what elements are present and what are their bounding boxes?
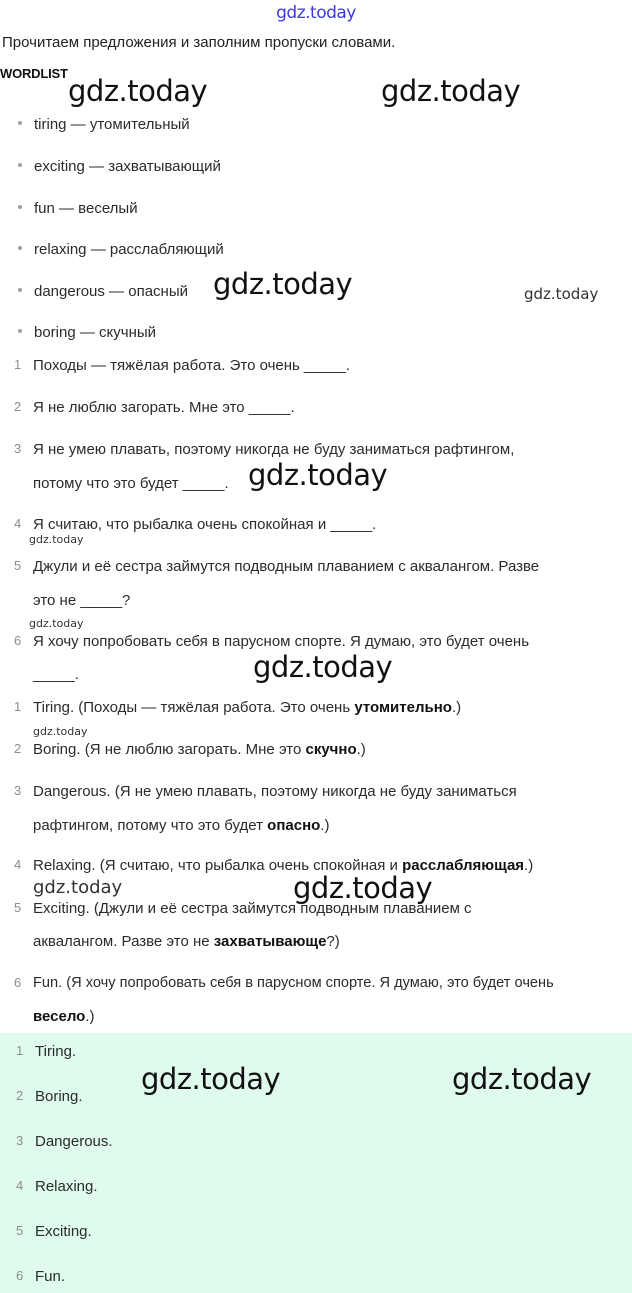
answer-text: Relaxing. (Я считаю, что рыбалка очень спокойная и расслабляющая.) [33,857,534,874]
answer-word: захватывающе [213,933,327,950]
item-number: 6 [14,975,22,990]
wordlist-item: fun — веселый [18,200,138,217]
item-text: потому что это будет _____. [33,475,229,492]
answer-text: Fun. [35,1268,66,1285]
exercise-item [0,516,632,536]
exercise-item [0,357,632,377]
answer-text: Tiring. [35,1043,77,1060]
answer-text: Boring. (Я не люблю загорать. Мне это скучно.) [33,741,366,758]
item-text: Джули и её сестра займутся подводным плаванием с аквалангом. Разве [33,558,540,575]
item-number: 1 [16,1043,24,1058]
wordlist-item: tiring — утомительный [18,116,190,133]
item-number: 5 [14,900,22,915]
item-number: 4 [14,516,22,531]
bullet-icon [18,163,22,167]
item-number: 4 [14,857,22,872]
watermark: gdz.today [293,871,433,905]
answer-text: Exciting. (Джули и её сестра займутся подводным плаванием с [33,900,472,917]
answer-text: Dangerous. (Я не умею плавать, поэтому никогда не буду заниматься [33,783,517,800]
answer-word: скучно [305,741,357,758]
item-number: 3 [14,441,22,456]
item-number: 3 [16,1133,24,1148]
answer-item [0,783,632,839]
item-number: 5 [14,558,22,573]
item-number: 2 [14,399,22,414]
bullet-icon [18,329,22,333]
item-number: 1 [14,357,22,372]
wordlist-item: exciting — захватывающий [18,158,221,175]
bullet-icon [18,288,22,292]
watermark: gdz.today [213,267,353,301]
watermark: gdz.today [253,650,393,684]
item-number: 6 [14,633,22,648]
item-number: 2 [14,741,22,756]
answer-text: Exciting. [35,1223,92,1240]
bullet-icon [18,121,22,125]
watermark: gdz.today [524,285,599,303]
short-answer [2,1043,632,1063]
short-answer [2,1268,632,1288]
answer-word: расслабляющая [402,857,525,874]
watermark: gdz.today [68,74,208,108]
short-answer [2,1223,632,1243]
watermark: gdz.today [381,74,521,108]
answer-word: утомительно [354,699,452,716]
exercise-item [0,399,632,419]
item-text: Я хочу попробовать себя в парусном спорте. Я думаю, это будет очень [33,633,530,650]
wordlist-heading: WORDLIST [0,66,68,81]
watermark: gdz.today [452,1062,592,1096]
bullet-icon [18,246,22,250]
watermark: gdz.today [248,458,388,492]
answer-text: аквалангом. Разве это не захватывающе?) [33,933,340,950]
exercise-item [0,558,632,614]
task-instruction: Прочитаем предложения и заполним пропуски словами. [2,34,396,51]
answer-word: опасно [267,817,321,834]
item-text: Я не умею плавать, поэтому никогда не буду заниматься рафтингом, [33,441,515,458]
item-number: 4 [16,1178,24,1193]
site-logo[interactable]: gdz.today [276,3,356,23]
item-number: 1 [14,699,22,714]
answer-item [0,741,632,761]
exercise-item [0,633,632,689]
watermark: gdz.today [29,533,84,546]
watermark: gdz.today [141,1062,281,1096]
answer-item [0,857,632,877]
answer-text: Boring. [35,1088,83,1105]
item-number: 6 [16,1268,24,1283]
watermark: gdz.today [29,617,84,630]
item-number: 3 [14,783,22,798]
answer-word: весело [33,1008,86,1025]
answer-text: Relaxing. [35,1178,98,1195]
answer-text: Tiring. (Походы — тяжёлая работа. Это очень утомительно.) [33,699,462,716]
wordlist-item: boring — скучный [18,324,156,341]
watermark: gdz.today [33,725,88,738]
answer-text: Fun. (Я хочу попробовать себя в парусном спорте. Я думаю, это будет очень [33,975,554,991]
wordlist-item: relaxing — расслабляющий [18,241,224,258]
answer-text: рафтингом, потому что это будет опасно.) [33,817,330,834]
item-text: _____. [33,666,79,683]
item-text: Я не люблю загорать. Мне это _____. [33,399,295,416]
item-text: Походы — тяжёлая работа. Это очень _____. [33,357,350,374]
item-text: это не _____? [33,592,131,609]
bullet-icon [18,205,22,209]
item-number: 5 [16,1223,24,1238]
exercise-item [0,441,632,497]
answer-text: весело.) [33,1008,95,1025]
answer-item [0,900,632,956]
wordlist-item: dangerous — опасный [18,283,188,300]
answer-text: Dangerous. [35,1133,113,1150]
watermark: gdz.today [33,877,123,898]
short-answer [2,1014,632,1034]
answer-item [0,699,632,719]
short-answer [2,1178,632,1198]
item-number: 2 [16,1088,24,1103]
item-text: Я считаю, что рыбалка очень спокойная и _____. [33,516,377,533]
short-answer [2,1133,632,1153]
